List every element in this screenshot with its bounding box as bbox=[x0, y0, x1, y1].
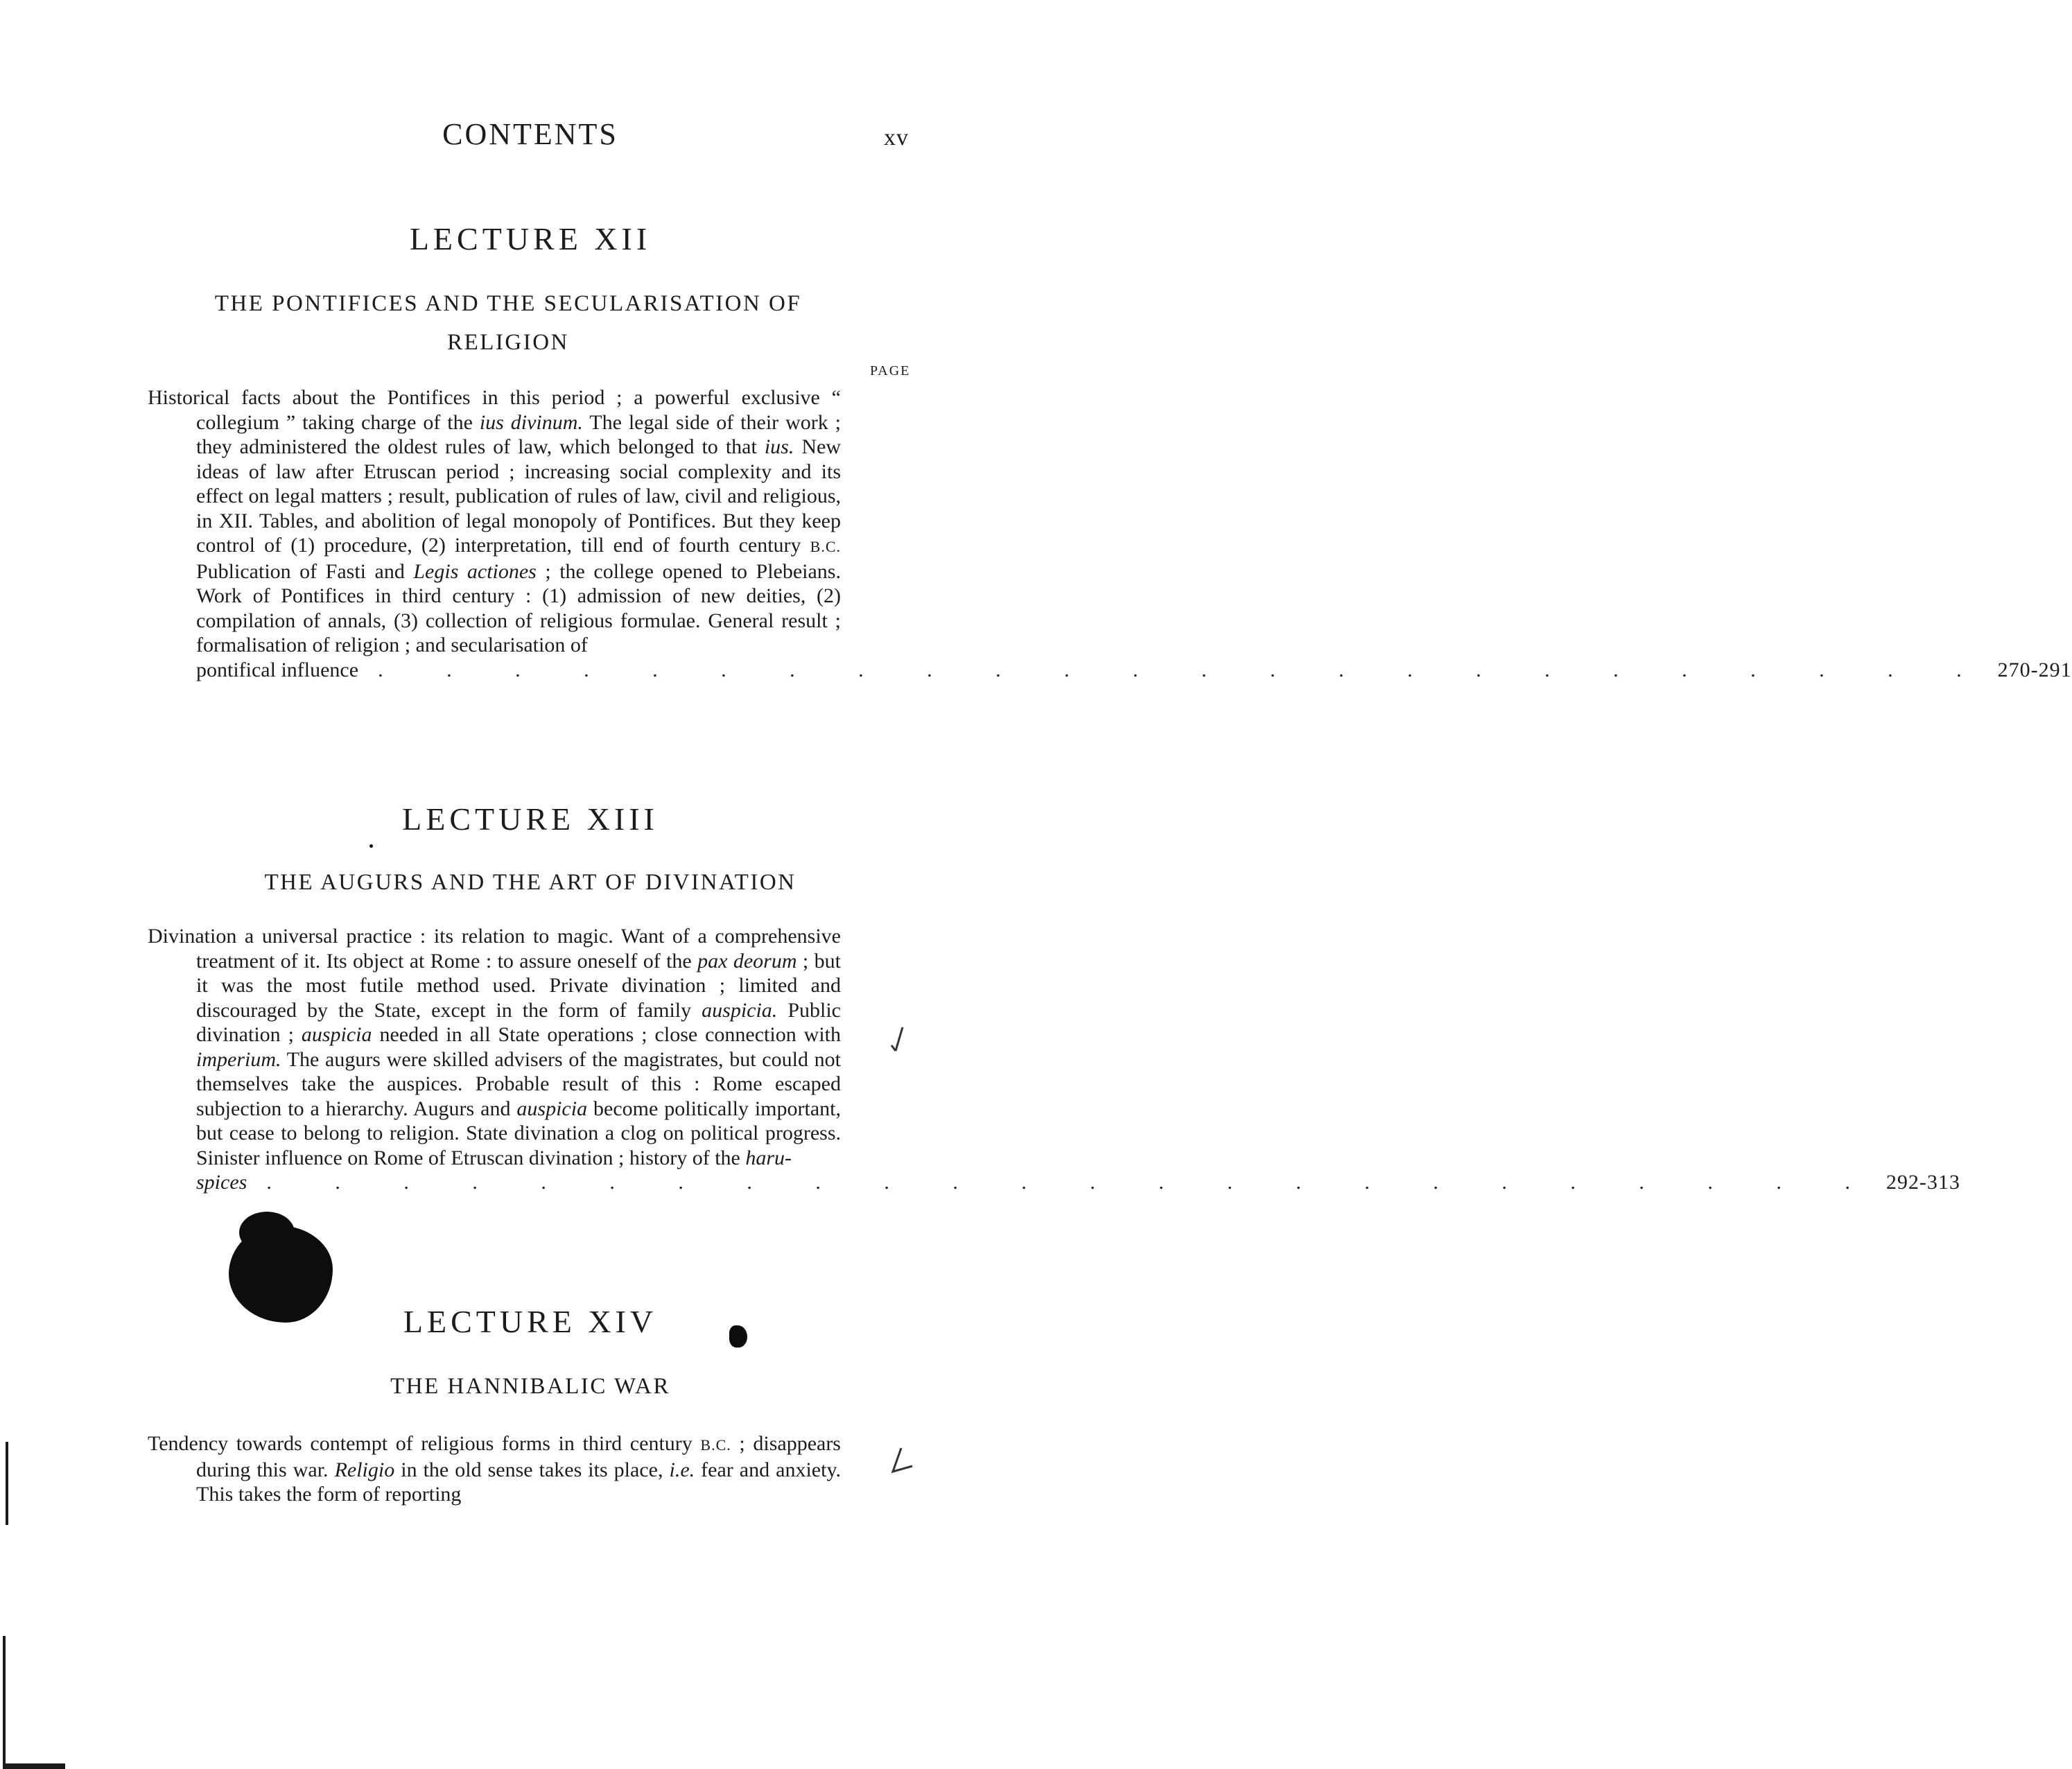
lecture-xiii-summary-text: Divination a universal practice : its relation to magic. Want of a comprehensive treatment of it. Its object at Rome : to assure oneself of the pax deorum ; but it was the most futile method used. Private divination ; limited and discouraged by the State, except in the form of family auspicia. Public divination ; auspicia needed in all State operations ; close connection with imperium. The augurs were skilled advisers of the magistrates, but could not themselves take the auspices. Probable result of this : Rome escaped subjection to a hierarchy. Augurs and auspicia become politically important, but cease to belong to religion. State divination a clog on political progress. Sinister influence on Rome of Etruscan divination ; history of the haru- bbox=[148, 925, 841, 1169]
pencil-mark-icon bbox=[887, 1445, 918, 1477]
edge-mark bbox=[3, 1636, 6, 1768]
lecture-xiii-last-line: spices bbox=[196, 1171, 247, 1194]
lecture-xii-summary bbox=[148, 385, 2072, 682]
lecture-xiii-page-line bbox=[196, 1170, 1960, 1195]
lecture-xiv-subtitle: THE HANNIBALIC WAR bbox=[390, 1374, 670, 1399]
lecture-xiii-summary bbox=[148, 924, 1960, 1195]
pencil-tick-icon bbox=[887, 1025, 908, 1059]
ink-blot bbox=[239, 1212, 295, 1253]
page-column-label: PAGE bbox=[870, 363, 911, 378]
edge-mark bbox=[6, 1442, 8, 1525]
lecture-xiii-pages: 292-313 bbox=[1886, 1171, 1960, 1194]
lecture-xii-subtitle-line2: RELIGION bbox=[447, 330, 569, 355]
leader-dots: . . . . . . . . . . . . . . . . . . . . . . . . bbox=[378, 658, 1991, 681]
lecture-xii-title: LECTURE XII bbox=[409, 221, 652, 256]
lecture-xii-last-line: pontifical influence bbox=[196, 658, 359, 681]
lecture-xiv-summary bbox=[148, 1431, 841, 1507]
leader-dots: . . . . . . . . . . . . . . . . . . . . . . . . bbox=[266, 1171, 1879, 1194]
edge-mark bbox=[3, 1763, 65, 1769]
page-number: xv bbox=[884, 125, 909, 150]
lecture-xii-summary-text: Historical facts about the Pontifices in this period ; a powerful exclusive “ collegium ” taking charge of the ius divinum. The legal side of their work ; they administered the oldest rules of law, which belonged to that ius. New ideas of law after Etruscan period ; increasing social complexity and its effect on legal matters ; result, publication of rules of law, civil and religious, in XII. Tables, and abolition of legal monopoly of Pontifices. But they keep control of (1) procedure, (2) interpretation, till end of fourth century B.C. Publication of Fasti and Legis actiones ; the college opened to Plebeians. Work of Pontifices in third century : (1) admission of new deities, (2) compilation of annals, (3) collection of religious formulae. General result ; formalisation of religion ; and secularisation of bbox=[148, 386, 842, 656]
lecture-xii-subtitle bbox=[127, 284, 889, 362]
ink-speck bbox=[369, 844, 373, 848]
lecture-xii-subtitle-line1: THE PONTIFICES AND THE SECULARISATION OF bbox=[214, 291, 802, 316]
lecture-xiv-summary-text: Tendency towards contempt of religious forms in third century B.C. ; disappears during this war. Religio in the old sense takes its place, i.e. fear and anxiety. This takes the form of reporting bbox=[148, 1432, 841, 1506]
lecture-xiv-title: LECTURE XIV bbox=[403, 1304, 658, 1339]
lecture-xiii-title: LECTURE XIII bbox=[402, 801, 659, 837]
running-head bbox=[0, 116, 1160, 158]
lecture-xii-page-line bbox=[196, 658, 2072, 683]
lecture-xiii-subtitle: THE AUGURS AND THE ART OF DIVINATION bbox=[264, 870, 796, 895]
running-title: CONTENTS bbox=[442, 117, 618, 151]
lecture-xii-pages: 270-291 bbox=[1997, 658, 2072, 681]
